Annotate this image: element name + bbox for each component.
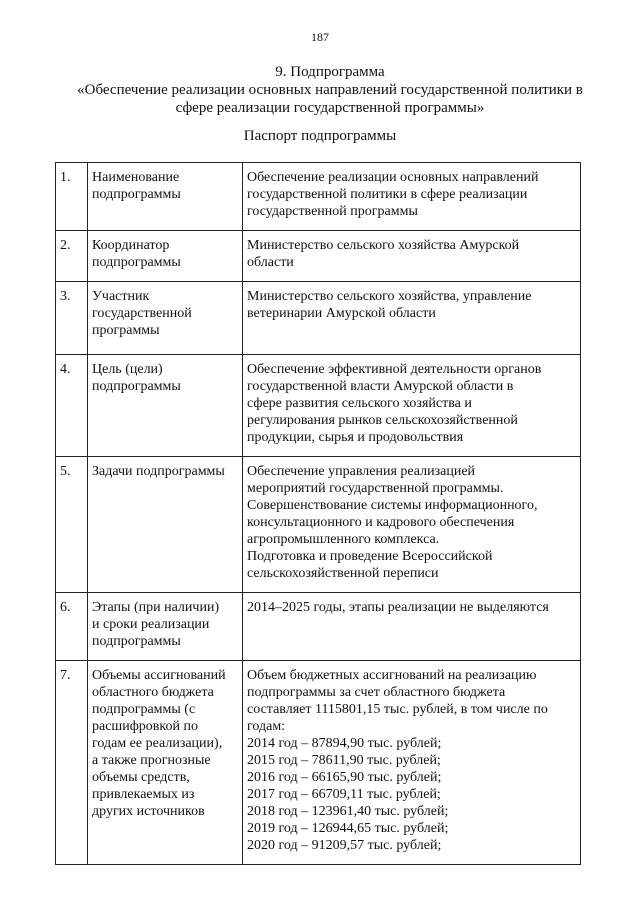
row-number: 2. <box>56 231 88 282</box>
name-line: других источников <box>92 804 205 819</box>
row-name <box>88 593 243 661</box>
value-line: области <box>247 255 294 270</box>
value-line: 2020 год – 91209,57 тыс. рублей; <box>247 838 442 853</box>
value-line: Обеспечение реализации основных направлений <box>247 170 539 185</box>
row-name <box>88 163 243 231</box>
name-line: Координатор <box>92 238 170 253</box>
value-line: государственной власти Амурской области в <box>247 379 514 394</box>
row-value <box>243 457 581 593</box>
name-line: подпрограммы <box>92 255 181 270</box>
row-value <box>243 163 581 231</box>
name-line: и сроки реализации <box>92 617 210 632</box>
value-line: Министерство сельского хозяйства, управление <box>247 289 532 304</box>
name-line: Задачи подпрограммы <box>92 464 225 479</box>
name-line: объемы средств, <box>92 770 190 785</box>
name-line: привлекаемых из <box>92 787 195 802</box>
table-row <box>56 593 581 661</box>
row-number: 4. <box>56 355 88 457</box>
value-line: 2014 год – 87894,90 тыс. рублей; <box>247 736 442 751</box>
value-line: Объем бюджетных ассигнований на реализацию <box>247 668 537 683</box>
name-line: подпрограммы (с <box>92 702 196 717</box>
name-line: Объемы ассигнований <box>92 668 226 683</box>
row-value <box>243 282 581 355</box>
name-line: Участник <box>92 289 150 304</box>
name-line: государственной <box>92 306 192 321</box>
passport-table <box>55 162 581 865</box>
value-line: агропромышленного комплекса. <box>247 532 440 547</box>
table-row <box>56 355 581 457</box>
passport-title: Паспорт подпрограммы <box>243 128 397 144</box>
value-line: годам: <box>247 719 286 734</box>
row-number: 6. <box>56 593 88 661</box>
value-line: 2014–2025 годы, этапы реализации не выделяются <box>247 600 549 615</box>
row-value <box>243 355 581 457</box>
row-name <box>88 355 243 457</box>
value-line: сельскохозяйственной переписи <box>247 566 439 581</box>
row-number: 3. <box>56 282 88 355</box>
name-line: Цель (цели) <box>92 362 163 377</box>
table-row <box>56 282 581 355</box>
value-line: Подготовка и проведение Всероссийской <box>247 549 493 564</box>
row-number: 1. <box>56 163 88 231</box>
value-line: Обеспечение управления реализацией <box>247 464 476 479</box>
name-line: подпрограммы <box>92 187 181 202</box>
row-name <box>88 457 243 593</box>
name-line: подпрограммы <box>92 379 181 394</box>
row-number: 5. <box>56 457 88 593</box>
heading-line: сфере реализации государственной программы» <box>175 100 485 116</box>
heading-line: «Обеспечение реализации основных направлений государственной политики в <box>77 82 583 98</box>
value-line: консультационного и кадрового обеспечения <box>247 515 515 530</box>
row-value <box>243 231 581 282</box>
value-line: сфере развития сельского хозяйства и <box>247 396 472 411</box>
value-line: 2019 год – 126944,65 тыс. рублей; <box>247 821 449 836</box>
row-name <box>88 231 243 282</box>
value-line: Обеспечение эффективной деятельности органов <box>247 362 542 377</box>
value-line: государственной программы <box>247 204 418 219</box>
name-line: подпрограммы <box>92 634 181 649</box>
value-line: 2015 год – 78611,90 тыс. рублей; <box>247 753 441 768</box>
row-name <box>88 661 243 865</box>
page-number: 187 <box>311 30 329 44</box>
table-row <box>56 457 581 593</box>
value-line: регулирования рынков сельскохозяйственной <box>247 413 518 428</box>
value-line: государственной политики в сфере реализации <box>247 187 528 202</box>
table-row <box>56 661 581 865</box>
name-line: годам ее реализации), <box>92 736 223 751</box>
heading-line: 9. Подпрограмма <box>275 64 385 80</box>
value-line: продукции, сырья и продовольствия <box>247 430 464 445</box>
row-name <box>88 282 243 355</box>
table-row <box>56 163 581 231</box>
value-line: 2017 год – 66709,11 тыс. рублей; <box>247 787 441 802</box>
value-line: подпрограммы за счет областного бюджета <box>247 685 506 700</box>
value-line: Совершенствование системы информационного, <box>247 498 538 513</box>
value-line: 2016 год – 66165,90 тыс. рублей; <box>247 770 442 785</box>
value-line: мероприятий государственной программы. <box>247 481 504 496</box>
value-line: Министерство сельского хозяйства Амурской <box>247 238 520 253</box>
row-value <box>243 661 581 865</box>
name-line: а также прогнозные <box>92 753 211 768</box>
name-line: расшифровкой по <box>92 719 198 734</box>
row-number: 7. <box>56 661 88 865</box>
value-line: 2018 год – 123961,40 тыс. рублей; <box>247 804 449 819</box>
row-value <box>243 593 581 661</box>
name-line: Этапы (при наличии) <box>92 600 220 615</box>
subprogram-heading <box>40 63 620 117</box>
value-line: ветеринарии Амурской области <box>247 306 436 321</box>
name-line: областного бюджета <box>92 685 214 700</box>
value-line: составляет 1115801,15 тыс. рублей, в том числе по <box>247 702 548 717</box>
name-line: программы <box>92 323 160 338</box>
table-row <box>56 231 581 282</box>
name-line: Наименование <box>92 170 180 185</box>
